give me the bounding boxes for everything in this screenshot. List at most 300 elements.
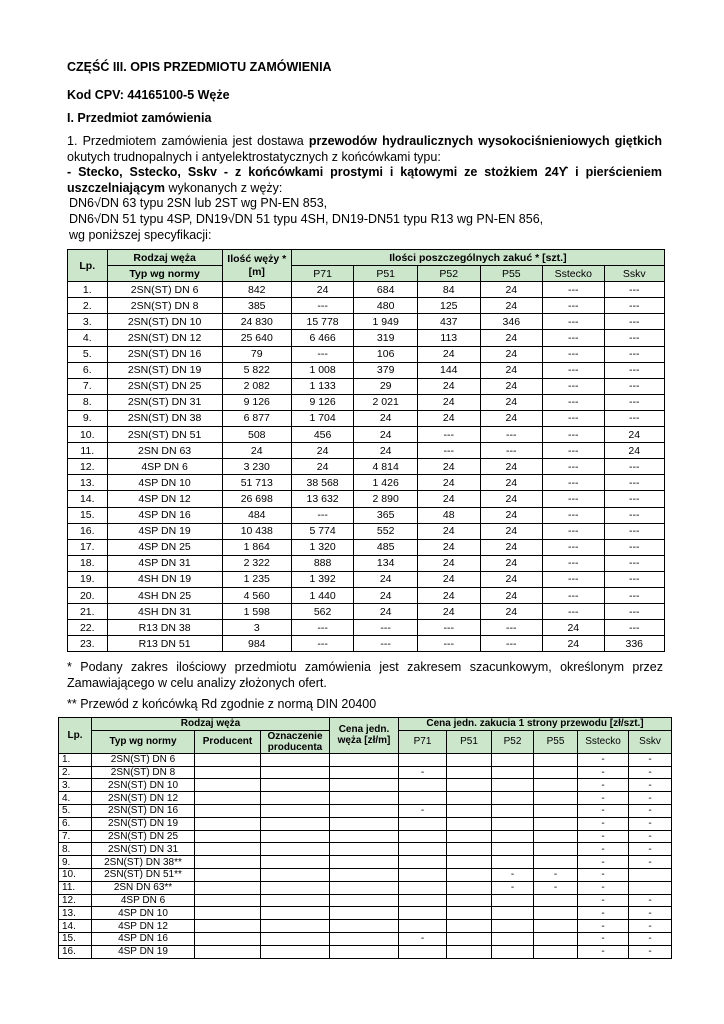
table-row [68,298,665,314]
table-cell: - [578,907,629,920]
table-cell [195,843,261,856]
table-row [59,932,672,945]
spec-line: wg poniższej specyfikacji: [69,227,212,242]
table-cell: 1 392 [291,571,354,587]
table-cell: 2 082 [222,378,291,394]
table-cell: R13 DN 38 [107,620,222,636]
header-ilosc: Ilość węży * [m] [222,250,291,282]
table-cell: 2SN(ST) DN 38 [107,410,222,426]
table-cell: --- [291,346,354,362]
table-cell [447,920,492,933]
table-cell: 346 [480,314,543,330]
table-cell: 13. [68,475,108,491]
table-cell: 24 [418,378,481,394]
table-cell: - [578,856,629,869]
norm-line-853: DN6√DN 63 typu 2SN lub 2ST wg PN-EN 853, [69,196,328,211]
table-cell: --- [543,491,604,507]
table-cell: 24 [418,491,481,507]
table-cell [195,804,261,817]
table-cell [261,843,330,856]
table-cell [195,753,261,766]
table-cell: 2SN(ST) DN 16 [107,346,222,362]
table-cell: 4SP DN 6 [92,894,195,907]
table-row [68,539,665,555]
table-cell: 4SP DN 25 [107,539,222,555]
table-cell: 2SN(ST) DN 12 [92,792,195,805]
table-cell: --- [543,427,604,443]
table-cell: 5 774 [291,523,354,539]
table-cell: 4SP DN 6 [107,459,222,475]
table-cell: 134 [354,555,418,571]
header-col-p51: P51 [354,266,418,282]
table-cell: --- [480,620,543,636]
table-cell [261,792,330,805]
table-cell: - [629,779,672,792]
table-cell: 4. [59,792,92,805]
table-cell: --- [543,539,604,555]
table-cell [261,856,330,869]
table-cell: - [629,792,672,805]
footnote-estimate: * Podany zakres ilościowy przedmiotu zamówienia jest zakresem szacunkowym, określonym przez Zamawiającego w celu analizy złożonych ofert. [67,660,663,690]
table-cell [261,804,330,817]
table-cell: 24 [604,427,665,443]
table-cell: 4SP DN 12 [107,491,222,507]
table-cell: 24 [480,394,543,410]
table-cell: 24 [480,282,543,298]
table-cell: 125 [418,298,481,314]
table-cell: 4SP DN 10 [92,907,195,920]
table-cell: --- [418,620,481,636]
table-row [68,443,665,459]
table-cell [261,920,330,933]
table-cell: - [629,753,672,766]
table-cell: - [578,945,629,958]
table-cell: 24 [480,587,543,603]
table-row [68,475,665,491]
table-cell: 2SN(ST) DN 12 [107,330,222,346]
table-cell: --- [543,410,604,426]
table-cell: 24 830 [222,314,291,330]
table-cell: 24 [543,636,604,652]
table-row [68,620,665,636]
table-cell: 24 [354,604,418,620]
table-cell [399,753,447,766]
table-row [59,830,672,843]
footnote-rd: ** Przewód z końcówką Rd zgodnie z normą DIN 20400 [67,697,377,711]
table-cell [261,932,330,945]
table-cell: - [578,830,629,843]
table-cell [492,779,534,792]
table-cell [261,894,330,907]
table-cell: - [578,817,629,830]
table-cell: 2SN(ST) DN 51** [92,868,195,881]
table-cell: 2SN(ST) DN 19 [92,817,195,830]
table-cell [330,907,399,920]
table-cell: --- [291,620,354,636]
table-cell [492,843,534,856]
header-typ: Typ wg normy [107,266,222,282]
table-cell: 1 133 [291,378,354,394]
table-cell [447,881,492,894]
table-cell: 24 [354,427,418,443]
intro-line-4: uszczelniającym wykonanych z węży: [67,180,283,195]
table-row [59,945,672,958]
table-cell: - [629,856,672,869]
table-cell [492,907,534,920]
table-cell: --- [354,636,418,652]
table-cell [447,779,492,792]
table-cell: 24 [418,523,481,539]
table-cell: 2SN(ST) DN 31 [92,843,195,856]
table-cell: 888 [291,555,354,571]
table-cell: - [492,881,534,894]
table-cell [399,907,447,920]
norm-line-856: DN6√DN 51 typu 4SP, DN19√DN 51 typu 4SH, DN19-DN51 typu R13 wg PN-EN 856, [69,211,544,226]
table-cell: 24 [480,346,543,362]
table-cell: --- [604,587,665,603]
intro-line-2: okutych trudnopalnych i antyelektrostatycznych z końcówkami typu: [67,149,441,164]
table-cell [330,868,399,881]
cpv-code-heading: Kod CPV: 44165100-5 Węże [67,88,230,102]
table-cell: 485 [354,539,418,555]
table-cell: --- [543,604,604,620]
table-cell [330,881,399,894]
table-cell [399,792,447,805]
table-cell [534,817,578,830]
price-header-col-p71: P71 [399,730,447,753]
table-row [68,507,665,523]
table-row [68,571,665,587]
table-cell: 106 [354,346,418,362]
table-cell [492,753,534,766]
table-cell [399,868,447,881]
table-cell [447,753,492,766]
table-cell: - [629,830,672,843]
table-cell: 1 426 [354,475,418,491]
table-cell [534,792,578,805]
table-cell: 24 [418,571,481,587]
table-row [68,555,665,571]
table-cell: 24 [418,475,481,491]
table-cell: 379 [354,362,418,378]
table-cell: 2 890 [354,491,418,507]
table-row [68,491,665,507]
table-cell: --- [354,620,418,636]
table-cell: - [629,932,672,945]
price-header-typ: Typ wg normy [92,730,195,753]
table-cell: --- [604,555,665,571]
table-cell: 21. [68,604,108,620]
table-cell: --- [543,523,604,539]
table-cell: 14. [68,491,108,507]
table-cell: 24 [291,459,354,475]
table-cell: 508 [222,427,291,443]
table-cell: 24 [418,555,481,571]
table-cell: --- [604,314,665,330]
table-cell: 11. [59,881,92,894]
table-row [59,792,672,805]
table-cell: - [534,881,578,894]
table-cell [447,843,492,856]
header-col-p55: P55 [480,266,543,282]
section-heading: I. Przedmiot zamówienia [67,111,212,125]
table-cell: 24 [354,571,418,587]
table-cell: 484 [222,507,291,523]
table-cell: - [578,894,629,907]
table-cell [629,868,672,881]
table-cell: 1 008 [291,362,354,378]
table-cell [534,766,578,779]
table-cell: 6. [59,817,92,830]
table-row [68,427,665,443]
table-cell [629,881,672,894]
table-cell: 2SN DN 63 [107,443,222,459]
table-row [59,779,672,792]
table-cell: - [578,804,629,817]
table-cell [492,792,534,805]
table-cell [330,932,399,945]
table-cell: 23. [68,636,108,652]
table-row [68,410,665,426]
table-cell: 4SP DN 12 [92,920,195,933]
table-cell: 562 [291,604,354,620]
price-table [58,717,672,959]
table-cell: 10. [59,868,92,881]
table-cell [447,945,492,958]
table-row [68,459,665,475]
table-cell: --- [543,330,604,346]
table-cell: 842 [222,282,291,298]
table-cell [534,907,578,920]
table-cell [195,932,261,945]
table-cell: 2 322 [222,555,291,571]
table-cell: 2SN(ST) DN 31 [107,394,222,410]
table-cell [330,856,399,869]
table-cell: --- [604,507,665,523]
table-cell: --- [604,282,665,298]
table-cell [447,907,492,920]
table-cell: 1 949 [354,314,418,330]
table-cell: 10. [68,427,108,443]
price-header-col-p55: P55 [534,730,578,753]
table-cell: 24 [354,410,418,426]
table-cell [447,817,492,830]
table-cell: - [578,792,629,805]
table-cell [261,907,330,920]
table-cell: - [629,817,672,830]
table-cell: 22. [68,620,108,636]
table-cell: 9 126 [291,394,354,410]
price-header-producent: Producent [195,730,261,753]
table-cell: 19. [68,571,108,587]
table-cell: 3. [59,779,92,792]
table-cell: 24 [480,378,543,394]
table-cell: 4SP DN 16 [92,932,195,945]
table-cell [261,830,330,843]
table-cell: 4SP DN 19 [92,945,195,958]
table-cell: --- [543,555,604,571]
table-cell [447,792,492,805]
table-cell [492,766,534,779]
table-cell [534,753,578,766]
table-cell: 17. [68,539,108,555]
table-cell: 2SN(ST) DN 16 [92,804,195,817]
table-cell: --- [543,362,604,378]
table-row [59,843,672,856]
table-cell: 2SN(ST) DN 51 [107,427,222,443]
table-cell: 15. [59,932,92,945]
table-cell [399,830,447,843]
table-cell: 4 560 [222,587,291,603]
table-cell: 12. [59,894,92,907]
table-cell [534,804,578,817]
table-cell: 1 598 [222,604,291,620]
table-cell [330,843,399,856]
table-cell: --- [604,346,665,362]
table-cell [534,843,578,856]
price-header-col-p51: P51 [447,730,492,753]
table-cell: 79 [222,346,291,362]
table-cell: --- [543,378,604,394]
table-row [68,523,665,539]
table-cell [399,881,447,894]
table-cell: 1 440 [291,587,354,603]
table-cell: 24 [480,539,543,555]
table-cell [195,766,261,779]
table-cell: 14. [59,920,92,933]
table-cell: --- [543,443,604,459]
table-cell: 24 [291,282,354,298]
table-cell [399,894,447,907]
table-cell: --- [604,298,665,314]
price-header-col-sstecko: Sstecko [578,730,629,753]
table-cell: - [578,881,629,894]
header-col-sstecko: Sstecko [543,266,604,282]
table-cell [447,868,492,881]
table-cell [261,945,330,958]
header-col-p71: P71 [291,266,354,282]
table-cell: --- [480,427,543,443]
intro-line-3: - Stecko, Sstecko, Sskv - z końcówkami prostymi i kątowymi ze stożkiem 24ϒ i pierścieniem [67,165,663,180]
table-row [59,804,672,817]
table-cell: - [629,843,672,856]
table-cell: 4SP DN 16 [107,507,222,523]
table-row [68,362,665,378]
table-row [68,587,665,603]
table-cell: 3 230 [222,459,291,475]
table-cell: 7. [68,378,108,394]
price-header-col-sskv: Sskv [629,730,672,753]
table-cell: --- [604,362,665,378]
header-rodzaj: Rodzaj węża [107,250,222,266]
table-cell: 24 [480,362,543,378]
table-cell [534,779,578,792]
table-cell [399,945,447,958]
table-cell: 9. [59,856,92,869]
table-cell: --- [543,459,604,475]
table-cell [330,804,399,817]
table-cell [195,894,261,907]
table-cell: 4SP DN 19 [107,523,222,539]
table-cell [195,868,261,881]
table-cell: --- [543,298,604,314]
table-cell: 2SN(ST) DN 8 [92,766,195,779]
table-cell [330,766,399,779]
table-cell: 5. [59,804,92,817]
table-cell: --- [543,507,604,523]
table-cell: --- [543,394,604,410]
table-cell [261,753,330,766]
table-cell [492,894,534,907]
table-cell: 24 [604,443,665,459]
table-cell: 24 [354,587,418,603]
table-cell: 24 [480,507,543,523]
table-cell: 24 [418,459,481,475]
table-row [68,346,665,362]
table-cell: 7. [59,830,92,843]
table-cell: - [629,766,672,779]
table-cell: - [578,766,629,779]
header-lp: Lp. [68,250,108,282]
table-cell: --- [418,636,481,652]
table-row [59,920,672,933]
table-cell: --- [543,282,604,298]
table-cell: 15. [68,507,108,523]
table-cell: --- [604,539,665,555]
table-cell: 6 466 [291,330,354,346]
header-ilosci-zakuc: Ilości poszczególnych zakuć * [szt.] [291,250,664,266]
table-cell [534,932,578,945]
table-cell: 48 [418,507,481,523]
table-cell: --- [604,571,665,587]
table-cell: --- [543,571,604,587]
table-row [59,868,672,881]
table-cell: 3 [222,620,291,636]
table-cell: 4SH DN 25 [107,587,222,603]
table-cell [330,753,399,766]
table-cell: 24 [543,620,604,636]
table-cell: 24 [480,523,543,539]
table-cell: 10 438 [222,523,291,539]
table-cell: --- [543,475,604,491]
table-cell [195,856,261,869]
table-row [68,378,665,394]
table-cell: 4 814 [354,459,418,475]
table-cell: 24 [291,443,354,459]
table-cell [399,779,447,792]
price-header-col-p52: P52 [492,730,534,753]
table-cell [330,920,399,933]
table-cell: - [399,804,447,817]
table-cell: 4SH DN 19 [107,571,222,587]
table-row [59,753,672,766]
table-cell [492,932,534,945]
table-cell: 6 877 [222,410,291,426]
table-row [59,766,672,779]
table-cell [195,779,261,792]
table-cell: 552 [354,523,418,539]
table-cell: 2SN(ST) DN 10 [107,314,222,330]
table-cell: --- [604,491,665,507]
table-row [68,636,665,652]
quantity-table [67,249,665,652]
table-cell [534,894,578,907]
intro-paragraph [67,134,662,243]
table-cell [447,804,492,817]
table-cell: 113 [418,330,481,346]
table-cell: - [629,804,672,817]
table-cell [447,856,492,869]
